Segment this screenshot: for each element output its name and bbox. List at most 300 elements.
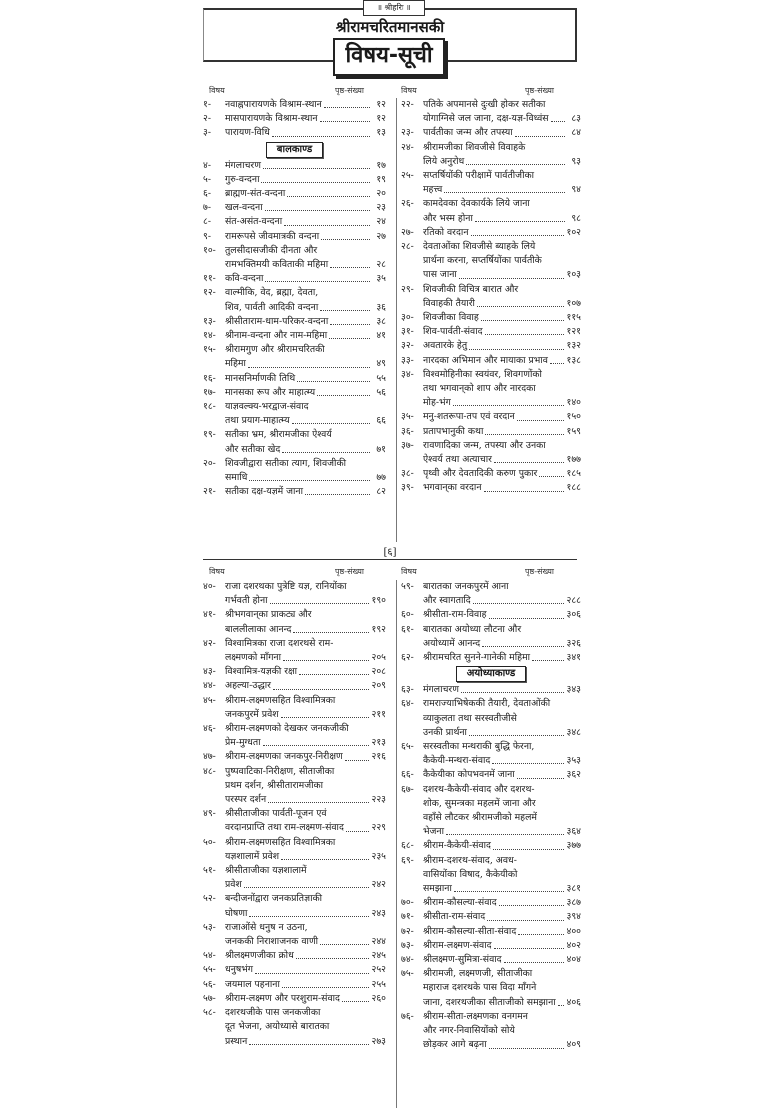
dot-leader	[282, 443, 370, 453]
toc-entry[interactable]	[401, 425, 581, 439]
dot-leader	[518, 925, 564, 935]
entry-number: २६-	[401, 198, 414, 210]
entry-number: १२-	[203, 287, 216, 299]
dot-leader	[263, 736, 370, 746]
toc-entry[interactable]	[401, 854, 581, 897]
toc-entry[interactable]	[203, 244, 386, 272]
entry-number: ७०-	[401, 897, 414, 909]
page-ref: १२	[376, 113, 386, 125]
entry-title-line: व्याकुलता तथा सरस्वतीजीसे	[423, 712, 517, 724]
entry-title-line: अहल्या-उद्धार	[225, 680, 271, 692]
toc-entry[interactable]	[203, 978, 386, 992]
toc-entry[interactable]	[203, 457, 386, 485]
page-ref: ११५	[566, 312, 581, 324]
entry-number: १८-	[203, 401, 216, 413]
entry-title-line: रामराज्याभिषेककी तैयारी, देवताओंकी	[423, 698, 551, 710]
entry-title-line: ऐश्वर्य तथा अत्याचार	[423, 454, 492, 466]
entry-number: ६-	[203, 188, 211, 200]
entry-title-line: वहाँसे लौटकर श्रीरामजीको महलमें	[423, 812, 537, 824]
entry-title-line: मंगलाचरण	[423, 684, 459, 696]
column-header-page: पृष्ठ-संख्या	[525, 567, 554, 576]
toc-entry[interactable]	[203, 329, 386, 343]
page-ref: २१६	[371, 751, 386, 763]
entry-number: ३१-	[401, 326, 414, 338]
entry-title-line: शोक, सुमन्त्रका महलमें जाना और	[423, 797, 536, 809]
toc-entry[interactable]	[203, 694, 386, 722]
section-divider	[203, 559, 577, 560]
toc-entry[interactable]	[401, 910, 581, 924]
entry-number: १४-	[203, 330, 216, 342]
toc-entry[interactable]	[401, 368, 581, 411]
dot-leader	[297, 372, 370, 382]
toc-entry[interactable]	[203, 485, 386, 499]
entry-number: ४५-	[203, 694, 216, 706]
entry-title-line: सतीका भ्रम, श्रीरामजीका ऐश्वर्य	[225, 429, 332, 441]
entry-title-line: जनककी निराशाजनक वाणी	[225, 936, 319, 948]
page-ref: ४०२	[566, 939, 581, 951]
toc-entry[interactable]	[203, 173, 386, 187]
page-ref: १३	[376, 127, 386, 139]
dot-leader	[263, 159, 370, 169]
toc-entry[interactable]	[203, 112, 386, 126]
entry-number: ३०-	[401, 312, 414, 324]
kanda-section-heading	[401, 666, 581, 682]
page-ref: ८३	[571, 113, 581, 125]
toc-entry[interactable]	[203, 126, 386, 140]
dot-leader	[249, 1035, 369, 1045]
entry-title-line: याज्ञवल्क्य-भरद्वाज-संवाद	[225, 401, 309, 413]
toc-entry[interactable]	[203, 963, 386, 977]
invocation-label: ॥ श्रीहरिः ॥	[363, 0, 425, 16]
page-ref: ९८	[571, 212, 581, 224]
column-header-topic: विषय	[209, 567, 225, 576]
page-ref: १८५	[566, 468, 581, 480]
entry-number: १७-	[203, 386, 216, 398]
page-ref: १९	[376, 173, 386, 185]
entry-title-line: श्रीराम-लक्ष्मणसहित विश्वामित्रका	[225, 836, 336, 848]
toc-entry[interactable]	[401, 768, 581, 782]
dot-leader	[469, 339, 564, 349]
dot-leader	[459, 268, 565, 278]
entry-title-line: श्रीलक्ष्मणजीका क्रोध	[225, 950, 294, 962]
entry-number: ६६-	[401, 769, 414, 781]
entry-title-line: श्रीसीता-राम-संवाद	[423, 911, 486, 923]
toc-entry[interactable]	[203, 637, 386, 665]
entry-title-line: सप्तर्षियोंकी परीक्षामें पार्वतीजीका	[423, 170, 535, 182]
dot-leader	[482, 637, 564, 647]
entry-number: ४९-	[203, 808, 216, 820]
entry-title-line: पास जाना	[423, 269, 457, 281]
toc-entry[interactable]	[401, 410, 581, 424]
toc-entry[interactable]	[203, 750, 386, 764]
toc-entry[interactable]	[401, 697, 581, 740]
toc-entry[interactable]	[203, 580, 386, 608]
entry-title-line: खल-वन्दना	[225, 202, 263, 214]
entry-title-line: योगाग्निसे जल जाना, दक्ष-यज्ञ-विध्वंस	[423, 113, 549, 125]
entry-title-line: श्रीसीताराम-धाम-परिकर-वन्दना	[225, 315, 329, 327]
page-ref: ४९	[376, 358, 386, 370]
entry-number: १९-	[203, 429, 216, 441]
entry-title-line: कामदेवका देवकार्यके लिये जाना	[423, 198, 530, 210]
entry-title-line: विश्वामित्रका राजा दशरथसे राम-	[225, 637, 334, 649]
dot-leader	[265, 272, 370, 282]
entry-number: ५४-	[203, 950, 216, 962]
entry-number: ७३-	[401, 939, 414, 951]
entry-title-line: तथा भगवान्‌को शाप और नारदका	[423, 383, 536, 395]
entry-number: ५८-	[203, 1007, 216, 1019]
entry-number: ५५-	[203, 964, 216, 976]
entry-number: १५-	[203, 344, 216, 356]
toc-entry[interactable]	[203, 98, 386, 112]
dot-leader	[532, 651, 564, 661]
toc-entry[interactable]	[203, 722, 386, 750]
toc-entry[interactable]	[203, 400, 386, 428]
entry-title-line: दशरथजीके पास जनकजीका	[225, 1007, 321, 1019]
entry-number: २७-	[401, 226, 414, 238]
column-header-topic: विषय	[209, 86, 225, 95]
entry-number: ४४-	[203, 680, 216, 692]
toc-entry[interactable]	[401, 98, 581, 126]
toc-entry[interactable]	[203, 272, 386, 286]
entry-title-line: श्रीरामगुण और श्रीरामचरितकी	[225, 344, 325, 356]
page-ref: ३८७	[566, 897, 581, 909]
page-ref: २०९	[371, 680, 386, 692]
dot-leader	[453, 396, 565, 406]
entry-title-line: श्रीरामजी, लक्ष्मणजी, सीताजीका	[423, 968, 533, 980]
dot-leader	[471, 226, 565, 236]
toc-entry[interactable]	[401, 740, 581, 768]
entry-title-line: श्रीराम-कौसल्या-संवाद	[423, 897, 497, 909]
entry-title-line: शिवजीका विवाह	[423, 312, 479, 324]
entry-title-line: प्रथम दर्शन, श्रीसीतारामजीका	[225, 779, 324, 791]
entry-number: ३-	[203, 127, 211, 139]
entry-number: ५७-	[203, 992, 216, 1004]
entry-number: ७५-	[401, 968, 414, 980]
entry-number: ५०-	[203, 836, 216, 848]
page-ref: १२	[376, 99, 386, 110]
entry-number: ११-	[203, 273, 216, 285]
toc-entry[interactable]	[401, 608, 581, 622]
entry-title-line: जाना, दशरथजीका सीताजीको समझाना	[423, 996, 556, 1008]
entry-title-line: वाल्मीकि, वेद, ब्रह्मा, देवता,	[225, 287, 319, 299]
page-ref: ५५	[376, 372, 386, 384]
entry-title-line: विश्वामित्र-यज्ञकी रक्षा	[225, 666, 298, 678]
toc-entry[interactable]	[203, 286, 386, 314]
page-ref: ३२६	[566, 637, 581, 649]
toc-entry[interactable]	[401, 939, 581, 953]
entry-title-line: श्रीराम-लक्ष्मणसहित विश्वामित्रका	[225, 694, 336, 706]
page-ref: ७१	[376, 443, 386, 455]
entry-title-line: समाधि	[225, 472, 248, 484]
entry-title-line: प्रस्थान	[225, 1035, 248, 1047]
page-ref: ३६	[376, 301, 386, 313]
page-ref: ३८१	[566, 883, 581, 895]
toc-entry[interactable]	[401, 467, 581, 481]
dot-leader	[270, 594, 370, 604]
dot-leader	[282, 978, 370, 988]
toc-entry[interactable]	[401, 896, 581, 910]
entry-number: २१-	[203, 486, 216, 498]
page-ref: ४१	[376, 330, 386, 342]
entry-title-line: महत्त्व	[423, 184, 443, 196]
toc-entry[interactable]	[203, 386, 386, 400]
entry-title-line: श्रीराम-कैकेयी-संवाद	[423, 840, 491, 852]
page-ref: १३८	[566, 354, 581, 366]
toc-entry[interactable]	[203, 230, 386, 244]
page-ref: ३४३	[566, 684, 581, 696]
page-ref: २४३	[371, 907, 386, 919]
entry-title-line: रतिको वरदान	[423, 226, 469, 238]
toc-entry[interactable]	[203, 765, 386, 808]
entry-title-line: लिये अनुरोध	[423, 155, 465, 167]
toc-entry[interactable]	[401, 169, 581, 197]
dot-leader	[446, 825, 564, 835]
dot-leader	[299, 665, 369, 675]
entry-number: ३८-	[401, 468, 414, 480]
document-page	[203, 0, 580, 1108]
toc-entry[interactable]	[401, 783, 581, 840]
dot-leader	[487, 910, 564, 920]
entry-title-line: पृथ्वी और देवतादिकी करुण पुकार	[423, 468, 538, 480]
entry-number: २३-	[401, 127, 414, 139]
toc-entry[interactable]	[203, 201, 386, 215]
entry-number: ६०-	[401, 609, 414, 621]
entry-number: ३९-	[401, 482, 414, 494]
dot-leader	[515, 126, 565, 136]
entry-number: २५-	[401, 170, 414, 182]
entry-title-line: सरस्वतीका मन्थराकी बुद्धि फेरना,	[423, 741, 535, 753]
entry-title-line: विवाहकी तैयारी	[423, 297, 475, 309]
page-ref: २८	[376, 259, 386, 271]
dot-leader	[281, 850, 369, 860]
entry-title-line: मनु-शतरूपा-तप एवं वरदान	[423, 411, 515, 423]
entry-title-line: शिव-पार्वती-संवाद	[423, 326, 483, 338]
entry-title-line: कैकेयीका कोपभवनमें जाना	[423, 769, 515, 781]
page-ref: २८८	[566, 595, 581, 607]
toc-entry[interactable]	[203, 187, 386, 201]
dot-leader	[321, 230, 370, 240]
page-ref: ८४	[571, 127, 581, 139]
entry-title-line: तथा प्रयाग-माहात्म्य	[225, 415, 290, 427]
entry-number: ३७-	[401, 439, 414, 451]
page-ref: ३४१	[566, 652, 581, 664]
toc-entry[interactable]	[401, 953, 581, 967]
entry-number: ७-	[203, 202, 211, 214]
entry-number: ६४-	[401, 698, 414, 710]
entry-title-line: ब्राह्मण-संत-वन्दना	[225, 188, 286, 200]
entry-title-line: धनुषभंग	[225, 964, 254, 976]
toc-entry[interactable]	[203, 992, 386, 1006]
page-ref: २६०	[371, 992, 386, 1004]
dot-leader	[330, 315, 370, 325]
entry-title-line: तुलसीदासजीकी दीनता और	[225, 244, 318, 256]
entry-title-line: गुरु-वन्दना	[225, 173, 260, 185]
toc-entry[interactable]	[203, 159, 386, 173]
toc-entry[interactable]	[401, 1010, 581, 1053]
dot-leader	[494, 939, 565, 949]
entry-number: ४८-	[203, 765, 216, 777]
entry-number: ५२-	[203, 893, 216, 905]
dot-leader	[317, 386, 370, 396]
entry-title-line: मंगलाचरण	[225, 159, 261, 171]
page-ref: १०७	[566, 297, 581, 309]
entry-number: ६७-	[401, 783, 414, 795]
entry-title-line: श्रीनाम-वन्दना और नाम-महिमा	[225, 330, 328, 342]
page-ref: १९२	[371, 623, 386, 635]
entry-number: ५६-	[203, 978, 216, 990]
dot-leader	[504, 953, 565, 963]
dot-leader	[461, 683, 565, 693]
entry-title-line: अयोध्यामें आनन्द	[423, 637, 481, 649]
toc-entry[interactable]	[203, 807, 386, 835]
dot-leader	[292, 414, 370, 424]
entry-number: ५१-	[203, 865, 216, 877]
entry-number: ३६-	[401, 425, 414, 437]
dot-leader	[273, 679, 370, 689]
dot-leader	[494, 453, 565, 463]
toc-entry[interactable]	[401, 683, 581, 697]
page-ref: ४०९	[566, 1039, 581, 1051]
page-ref: १४०	[566, 397, 581, 409]
page-ref: २२९	[371, 822, 386, 834]
dot-leader	[346, 821, 370, 831]
column-header-page: पृष्ठ-संख्या	[335, 86, 364, 95]
dot-leader	[249, 471, 370, 481]
toc-entry[interactable]	[203, 836, 386, 864]
page-ref: ३५३	[566, 755, 581, 767]
entry-title-line: श्रीराम-दशरथ-संवाद, अवध-	[423, 854, 517, 866]
toc-entry[interactable]	[401, 240, 581, 283]
toc-entry[interactable]	[401, 580, 581, 608]
page-ref: २११	[371, 708, 386, 720]
toc-column-upper-right	[396, 98, 581, 542]
entry-title-line: श्रीसीताजीका पार्वती-पूजन एवं	[225, 808, 327, 820]
dot-leader	[539, 467, 564, 477]
entry-title-line: प्रार्थना करना, सप्तर्षियोंका पार्वतीके	[423, 255, 542, 267]
entry-number: ९-	[203, 230, 211, 242]
toc-entry[interactable]	[203, 215, 386, 229]
toc-entry[interactable]	[401, 311, 581, 325]
column-header-topic: विषय	[401, 86, 417, 95]
entry-number: ८-	[203, 216, 211, 228]
toc-entry[interactable]	[203, 949, 386, 963]
entry-number: ५३-	[203, 921, 216, 933]
toc-entry[interactable]	[401, 141, 581, 169]
entry-title-line: श्रीराम-लक्ष्मणको देखकर जनकजीकी	[225, 723, 349, 735]
toc-entry[interactable]	[401, 623, 581, 651]
page-ref: ८२	[376, 486, 386, 498]
kanda-section-heading	[203, 142, 386, 158]
entry-title-line: प्रेम-मुग्धता	[225, 737, 261, 749]
toc-entry[interactable]	[401, 925, 581, 939]
toc-entry[interactable]	[203, 921, 386, 949]
entry-title-line: संत-असंत-वन्दना	[225, 216, 283, 228]
toc-entry[interactable]	[401, 481, 581, 495]
toc-column-upper-left	[203, 98, 386, 499]
entry-title-line: श्रीराम-लक्ष्मण-संवाद	[423, 939, 492, 951]
entry-title-line: शिवजीकी विचित्र बारात और	[423, 283, 519, 295]
entry-title-line: कवि-वन्दना	[225, 273, 264, 285]
page-ref: ४०४	[566, 954, 581, 966]
entry-title-line: रावणादिका जन्म, तपस्या और उनका	[423, 439, 546, 451]
entry-number: २०-	[203, 457, 216, 469]
toc-entry[interactable]	[401, 325, 581, 339]
toc-entry[interactable]	[401, 226, 581, 240]
entry-title-line: और भस्म होना	[423, 212, 473, 224]
toc-entry[interactable]	[203, 665, 386, 679]
entry-title-line: श्रीभगवान्‌का प्राकट्य और	[225, 609, 312, 621]
entry-title-line: प्रवेश	[225, 879, 242, 891]
entry-title-line: शिव, पार्वती आदिकी वन्दना	[225, 301, 319, 313]
entry-title-line: रामरूपसे जीवमात्रकी वन्दना	[225, 230, 320, 242]
toc-entry[interactable]	[203, 679, 386, 693]
page-ref: १३२	[566, 340, 581, 352]
entry-number: ४१-	[203, 609, 216, 621]
entry-title-line: नवाह्नपारायणके विश्राम-स्थान	[225, 99, 322, 110]
dot-leader	[477, 297, 565, 307]
entry-title-line: भेजना	[423, 826, 445, 838]
entry-title-line: उनकी प्रार्थना	[423, 726, 467, 738]
entry-title-line: श्रीराम-सीता-लक्ष्मणका वनगमन	[423, 1010, 528, 1022]
toc-entry[interactable]	[401, 354, 581, 368]
entry-number: १-	[203, 99, 211, 110]
entry-title-line: महिमा	[225, 358, 246, 370]
toc-entry[interactable]	[203, 892, 386, 920]
toc-entry[interactable]	[401, 967, 581, 1010]
entry-title-line: राजाओंसे धनुष न उठना,	[225, 921, 308, 933]
toc-entry[interactable]	[401, 283, 581, 311]
entry-title-line: जयमाल पहनाना	[225, 978, 280, 990]
toc-entry[interactable]	[401, 839, 581, 853]
toc-entry[interactable]	[401, 339, 581, 353]
toc-entry[interactable]	[203, 315, 386, 329]
toc-entry[interactable]	[203, 1006, 386, 1049]
page-ref: २०	[376, 188, 386, 200]
toc-entry[interactable]	[203, 864, 386, 892]
dot-leader	[499, 896, 565, 906]
dot-leader	[481, 311, 565, 321]
page-ref: २०८	[371, 666, 386, 678]
toc-entry[interactable]	[401, 126, 581, 140]
toc-entry[interactable]	[203, 372, 386, 386]
entry-title-line: श्रीराम-लक्ष्मण और परशुराम-संवाद	[225, 992, 340, 1004]
toc-entry[interactable]	[401, 651, 581, 665]
entry-title-line: और नगर-निवासियोंको सोये	[423, 1025, 515, 1037]
entry-number: ३३-	[401, 354, 414, 366]
toc-entry[interactable]	[203, 343, 386, 371]
toc-entry[interactable]	[401, 439, 581, 467]
dot-leader	[249, 907, 369, 917]
page-ref: ३८	[376, 315, 386, 327]
entry-title-line: लक्ष्मणको माँगना	[225, 652, 281, 664]
dot-leader	[550, 354, 565, 364]
dot-leader	[320, 112, 370, 122]
toc-entry[interactable]	[203, 608, 386, 636]
toc-entry[interactable]	[401, 197, 581, 225]
page-ref: ३५	[376, 273, 386, 285]
entry-number: ४-	[203, 159, 211, 171]
dot-leader	[485, 325, 565, 335]
toc-entry[interactable]	[203, 428, 386, 456]
toc-column-lower-left	[203, 580, 386, 1049]
dot-leader	[283, 651, 369, 661]
section-label: अयोध्याकाण्ड	[456, 666, 527, 682]
dot-leader	[261, 173, 370, 183]
entry-number: ४३-	[203, 666, 216, 678]
dot-leader	[305, 485, 370, 495]
entry-title-line: कैकेयी-मन्थरा-संवाद	[423, 755, 491, 767]
dot-leader	[489, 608, 565, 618]
